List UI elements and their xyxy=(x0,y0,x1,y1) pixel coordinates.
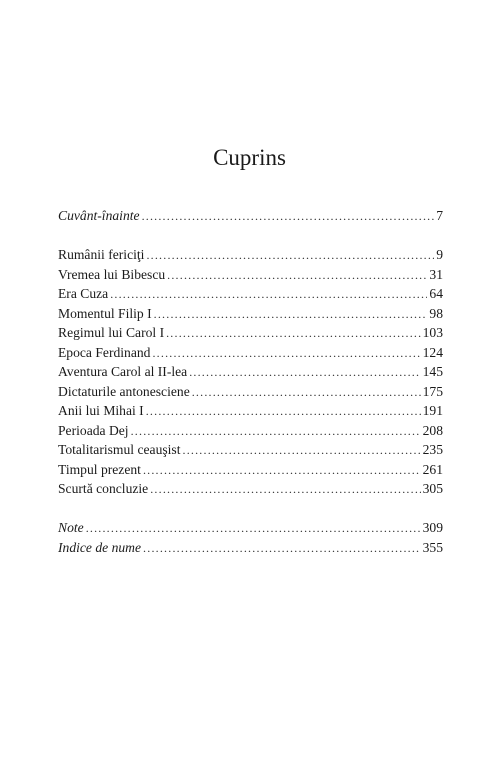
toc-entry-title: Indice de nume xyxy=(58,539,142,555)
toc-entry-page: 145 xyxy=(422,364,443,379)
toc-entry-page: 7 xyxy=(436,208,443,223)
toc-entry-page: 261 xyxy=(422,461,443,477)
toc-entry xyxy=(58,421,443,440)
toc-dot-leader xyxy=(131,422,421,441)
toc-entry xyxy=(58,460,443,479)
toc-dot-leader xyxy=(183,441,421,460)
toc-dot-leader xyxy=(86,519,421,538)
toc-entry-title: Perioada Dej xyxy=(58,422,129,438)
toc-entry xyxy=(58,265,443,284)
toc-dot-leader xyxy=(143,461,421,480)
toc-entry-title: Rumânii fericiţi xyxy=(58,247,145,262)
toc-entry-title: Cuvânt-înainte xyxy=(58,208,140,223)
toc-entry-title: Dictaturile antonesciene xyxy=(58,383,190,399)
toc-entry-title: Momentul Filip I xyxy=(58,305,152,321)
toc-dot-leader xyxy=(146,246,434,265)
toc-entry xyxy=(58,538,443,557)
toc-entry-title: Vremea lui Bibescu xyxy=(58,266,166,282)
toc-entry xyxy=(58,440,443,459)
toc-entry-page: 9 xyxy=(436,247,443,262)
toc-entry-title: Regimul lui Carol I xyxy=(58,325,165,340)
toc-entry-page: 98 xyxy=(429,305,443,321)
toc-entry-title: Epoca Ferdinand xyxy=(58,344,151,360)
toc-entry-page: 305 xyxy=(422,481,443,496)
toc-entry-page: 31 xyxy=(429,266,443,282)
toc-entry xyxy=(58,479,443,498)
toc-entry xyxy=(58,362,443,381)
toc-entry-title: Totalitarismul ceauşist xyxy=(58,442,181,457)
toc-dot-leader xyxy=(166,324,421,343)
toc-entry-page: 64 xyxy=(429,286,443,301)
toc-entry-page: 309 xyxy=(422,520,443,535)
toc-entry-page: 235 xyxy=(422,442,443,457)
toc-entry xyxy=(58,284,443,303)
toc-dot-leader xyxy=(150,480,420,499)
toc-entry-title: Note xyxy=(58,520,84,535)
toc-entry-page: 208 xyxy=(422,422,443,438)
toc-entry-page: 103 xyxy=(422,325,443,340)
toc-dot-leader xyxy=(146,402,421,421)
toc-dot-leader xyxy=(154,305,428,324)
toc-entry-page: 355 xyxy=(422,539,443,555)
toc-entry-title: Timpul prezent xyxy=(58,461,141,477)
toc-entry-title: Scurtă concluzie xyxy=(58,481,149,496)
toc-dot-leader xyxy=(189,363,420,382)
toc-entry xyxy=(58,304,443,323)
toc-entry xyxy=(58,245,443,264)
toc-entry-page: 175 xyxy=(422,383,443,399)
page-title: Cuprins xyxy=(213,145,286,170)
toc-entry-title: Aventura Carol al II-lea xyxy=(58,364,188,379)
toc-dot-leader xyxy=(110,285,427,304)
toc-dot-leader xyxy=(142,207,435,226)
toc-entry xyxy=(58,206,443,225)
toc-entry-page: 191 xyxy=(422,403,443,418)
toc-dot-leader xyxy=(192,383,421,402)
toc-entry xyxy=(58,382,443,401)
toc-dot-leader xyxy=(143,539,421,558)
toc-entry-title: Anii lui Mihai I xyxy=(58,403,144,418)
toc-entry xyxy=(58,518,443,537)
toc-dot-leader xyxy=(152,344,420,363)
toc-entry xyxy=(58,323,443,342)
toc-entry xyxy=(58,401,443,420)
toc-entry-page: 124 xyxy=(422,344,443,360)
toc-entry-title: Era Cuza xyxy=(58,286,109,301)
toc-dot-leader xyxy=(167,266,427,285)
toc-entry xyxy=(58,343,443,362)
